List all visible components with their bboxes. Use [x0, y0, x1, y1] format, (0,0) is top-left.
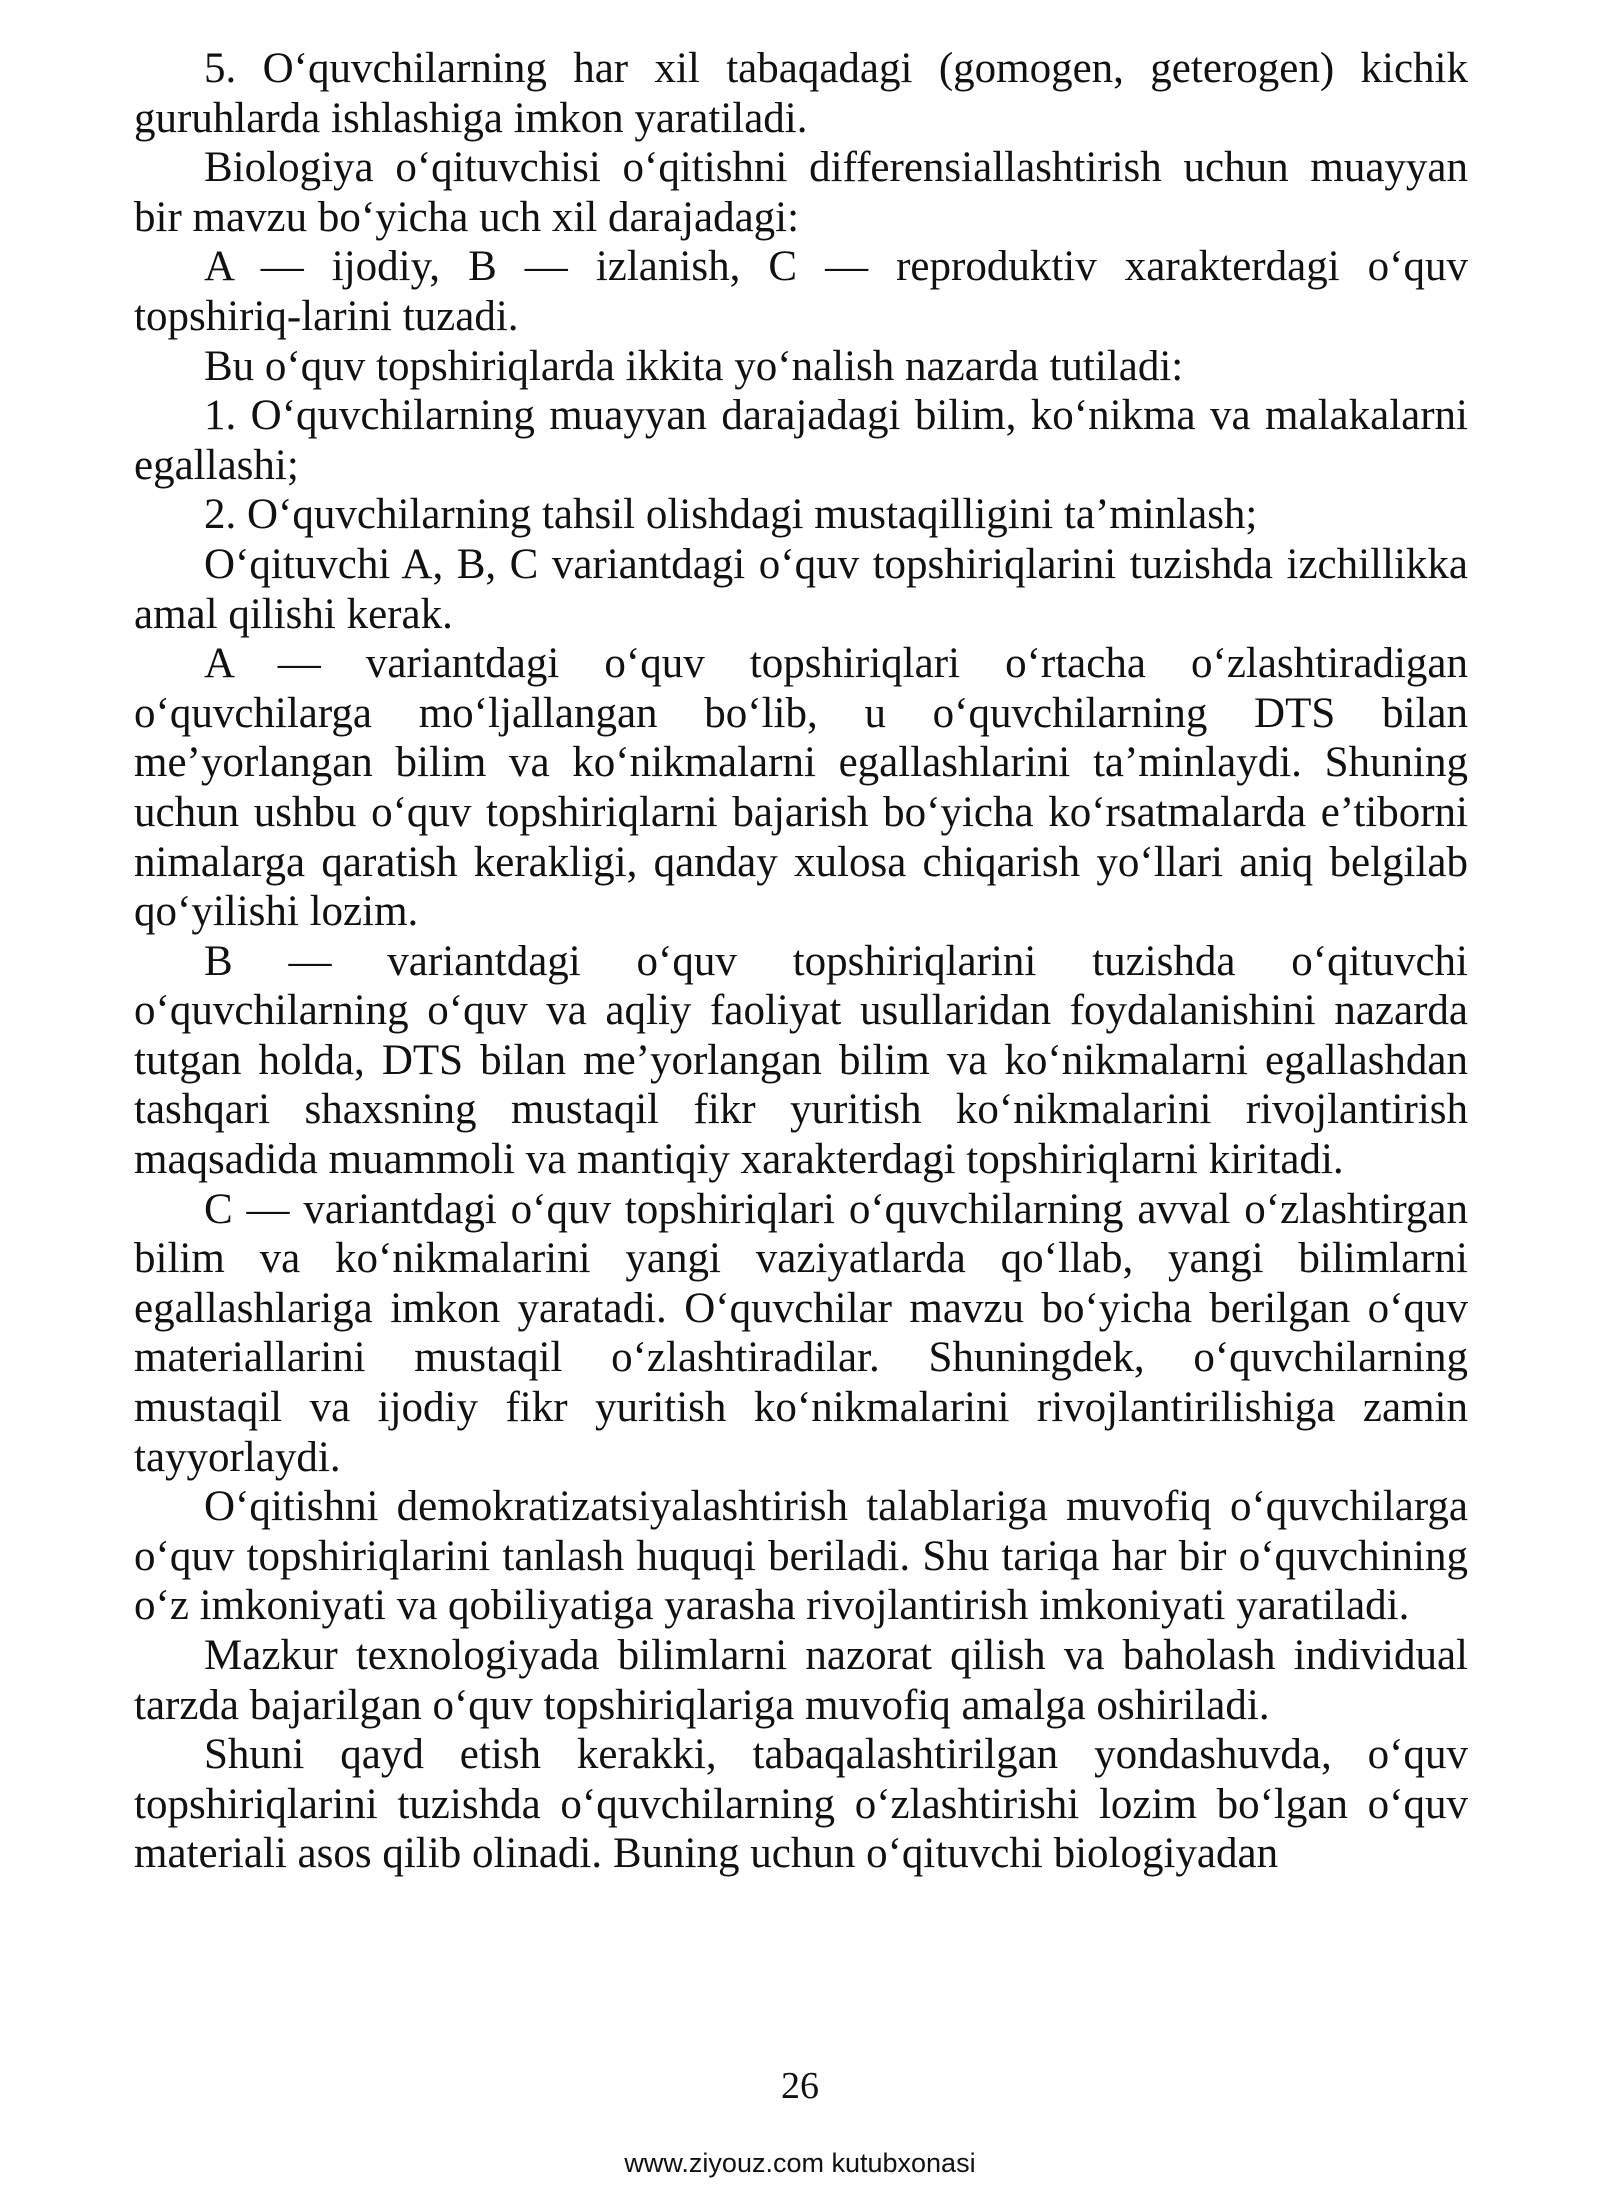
- paragraph-11: O‘qitishni demokratizatsiyalashtirish talablariga muvofiq o‘quvchilarga o‘quv topshiriqlarini tanlash huquqi beriladi. Shu tariqa har bir o‘quvchining o‘z imkoniyati va qobiliyatiga yarasha rivojlantirish imkoniyati yaratiladi.: [134, 1483, 1468, 1630]
- paragraph-3: A — ijodiy, B — izlanish, C — reproduktiv xarakterdagi o‘quv topshiriq-larini tuzadi.: [134, 243, 1468, 340]
- page-number: 26: [781, 2065, 819, 2107]
- paragraph-13: Shuni qayd etish kerakki, tabaqalashtirilgan yondashuvda, o‘quv topshiriqlarini tuzishda o‘quvchilarning o‘zlashtirishi lozim bo‘lgan o‘quv materiali asos qilib olinadi. Buning uchun o‘qituvchi biologiyadan: [134, 1731, 1468, 1878]
- paragraph-10: C — variantdagi o‘quv topshiriqlari o‘quvchilarning avval o‘zlashtirgan bilim va ko‘nikmalarini yangi vaziyatlarda qo‘llab, yangi bilimlarni egallashlariga imkon yaratadi. O‘quvchilar mavzu bo‘yicha berilgan o‘quv materiallarini mustaqil o‘zlashtiradilar. Shuningdek, o‘quvchilarning mustaqil va ijodiy fikr yuritish ko‘nikmalarini rivojlantirilishiga zamin tayyorlaydi.: [134, 1185, 1468, 1481]
- paragraph-4: Bu o‘quv topshiriqlarda ikkita yo‘nalish nazarda tutiladi:: [204, 342, 1184, 390]
- paragraph-8: A — variantdagi o‘quv topshiriqlari o‘rtacha o‘zlashtiradigan o‘quvchilarga mo‘ljallangan bo‘lib, u o‘quvchilarning DTS bilan me’yorlangan bilim va ko‘nikmalarni egallashlarini ta’minlaydi. Shuning uchun ushbu o‘quv topshiriqlarni bajarish bo‘yicha ko‘rsatmalarda e’tiborni nimalarga qaratish kerakligi, qanday xulosa chiqarish yo‘llari aniq belgilab qo‘yilishi lozim.: [134, 640, 1468, 936]
- footer-source: www.ziyouz.com kutubxonasi: [624, 2148, 976, 2178]
- paragraph-5: 1. O‘quvchilarning muayyan darajadagi bilim, ko‘nikma va malakalarni egallashi;: [134, 392, 1468, 489]
- paragraph-7: O‘qituvchi A, B, C variantdagi o‘quv topshiriqlarini tuzishda izchillikka amal qilishi kerak.: [134, 540, 1468, 638]
- paragraph-12: Mazkur texnologiyada bilimlarni nazorat qilish va baholash individual tarzda bajarilgan o‘quv topshiriqlariga muvofiq amalga oshiriladi.: [134, 1632, 1468, 1729]
- paragraph-2: Biologiya o‘qituvchisi o‘qitishni differensiallashtirish uchun muayyan bir mavzu bo‘yicha uch xil darajadagi:: [134, 144, 1468, 241]
- paragraph-9: B — variantdagi o‘quv topshiriqlarini tuzishda o‘qituvchi o‘quvchilarning o‘quv va aqliy faoliyat usullaridan foydalanishini nazarda tutgan holda, DTS bilan me’yorlangan bilim va ko‘nikmalarni egallashdan tashqari shaxsning mustaqil fikr yuritish ko‘nikmalarini rivojlantirish maqsadida muammoli va mantiqiy xarakterdagi topshiriqlarni kiritadi.: [134, 937, 1468, 1184]
- paragraph-6: 2. O‘quvchilarning tahsil olishdagi mustaqilligini ta’minlash;: [204, 491, 1258, 539]
- page-body: [134, 44, 1468, 1879]
- paragraph-1: 5. O‘quvchilarning har xil tabaqadagi (gomogen, geterogen) kichik guruhlarda ishlashiga imkon yaratiladi.: [134, 45, 1468, 142]
